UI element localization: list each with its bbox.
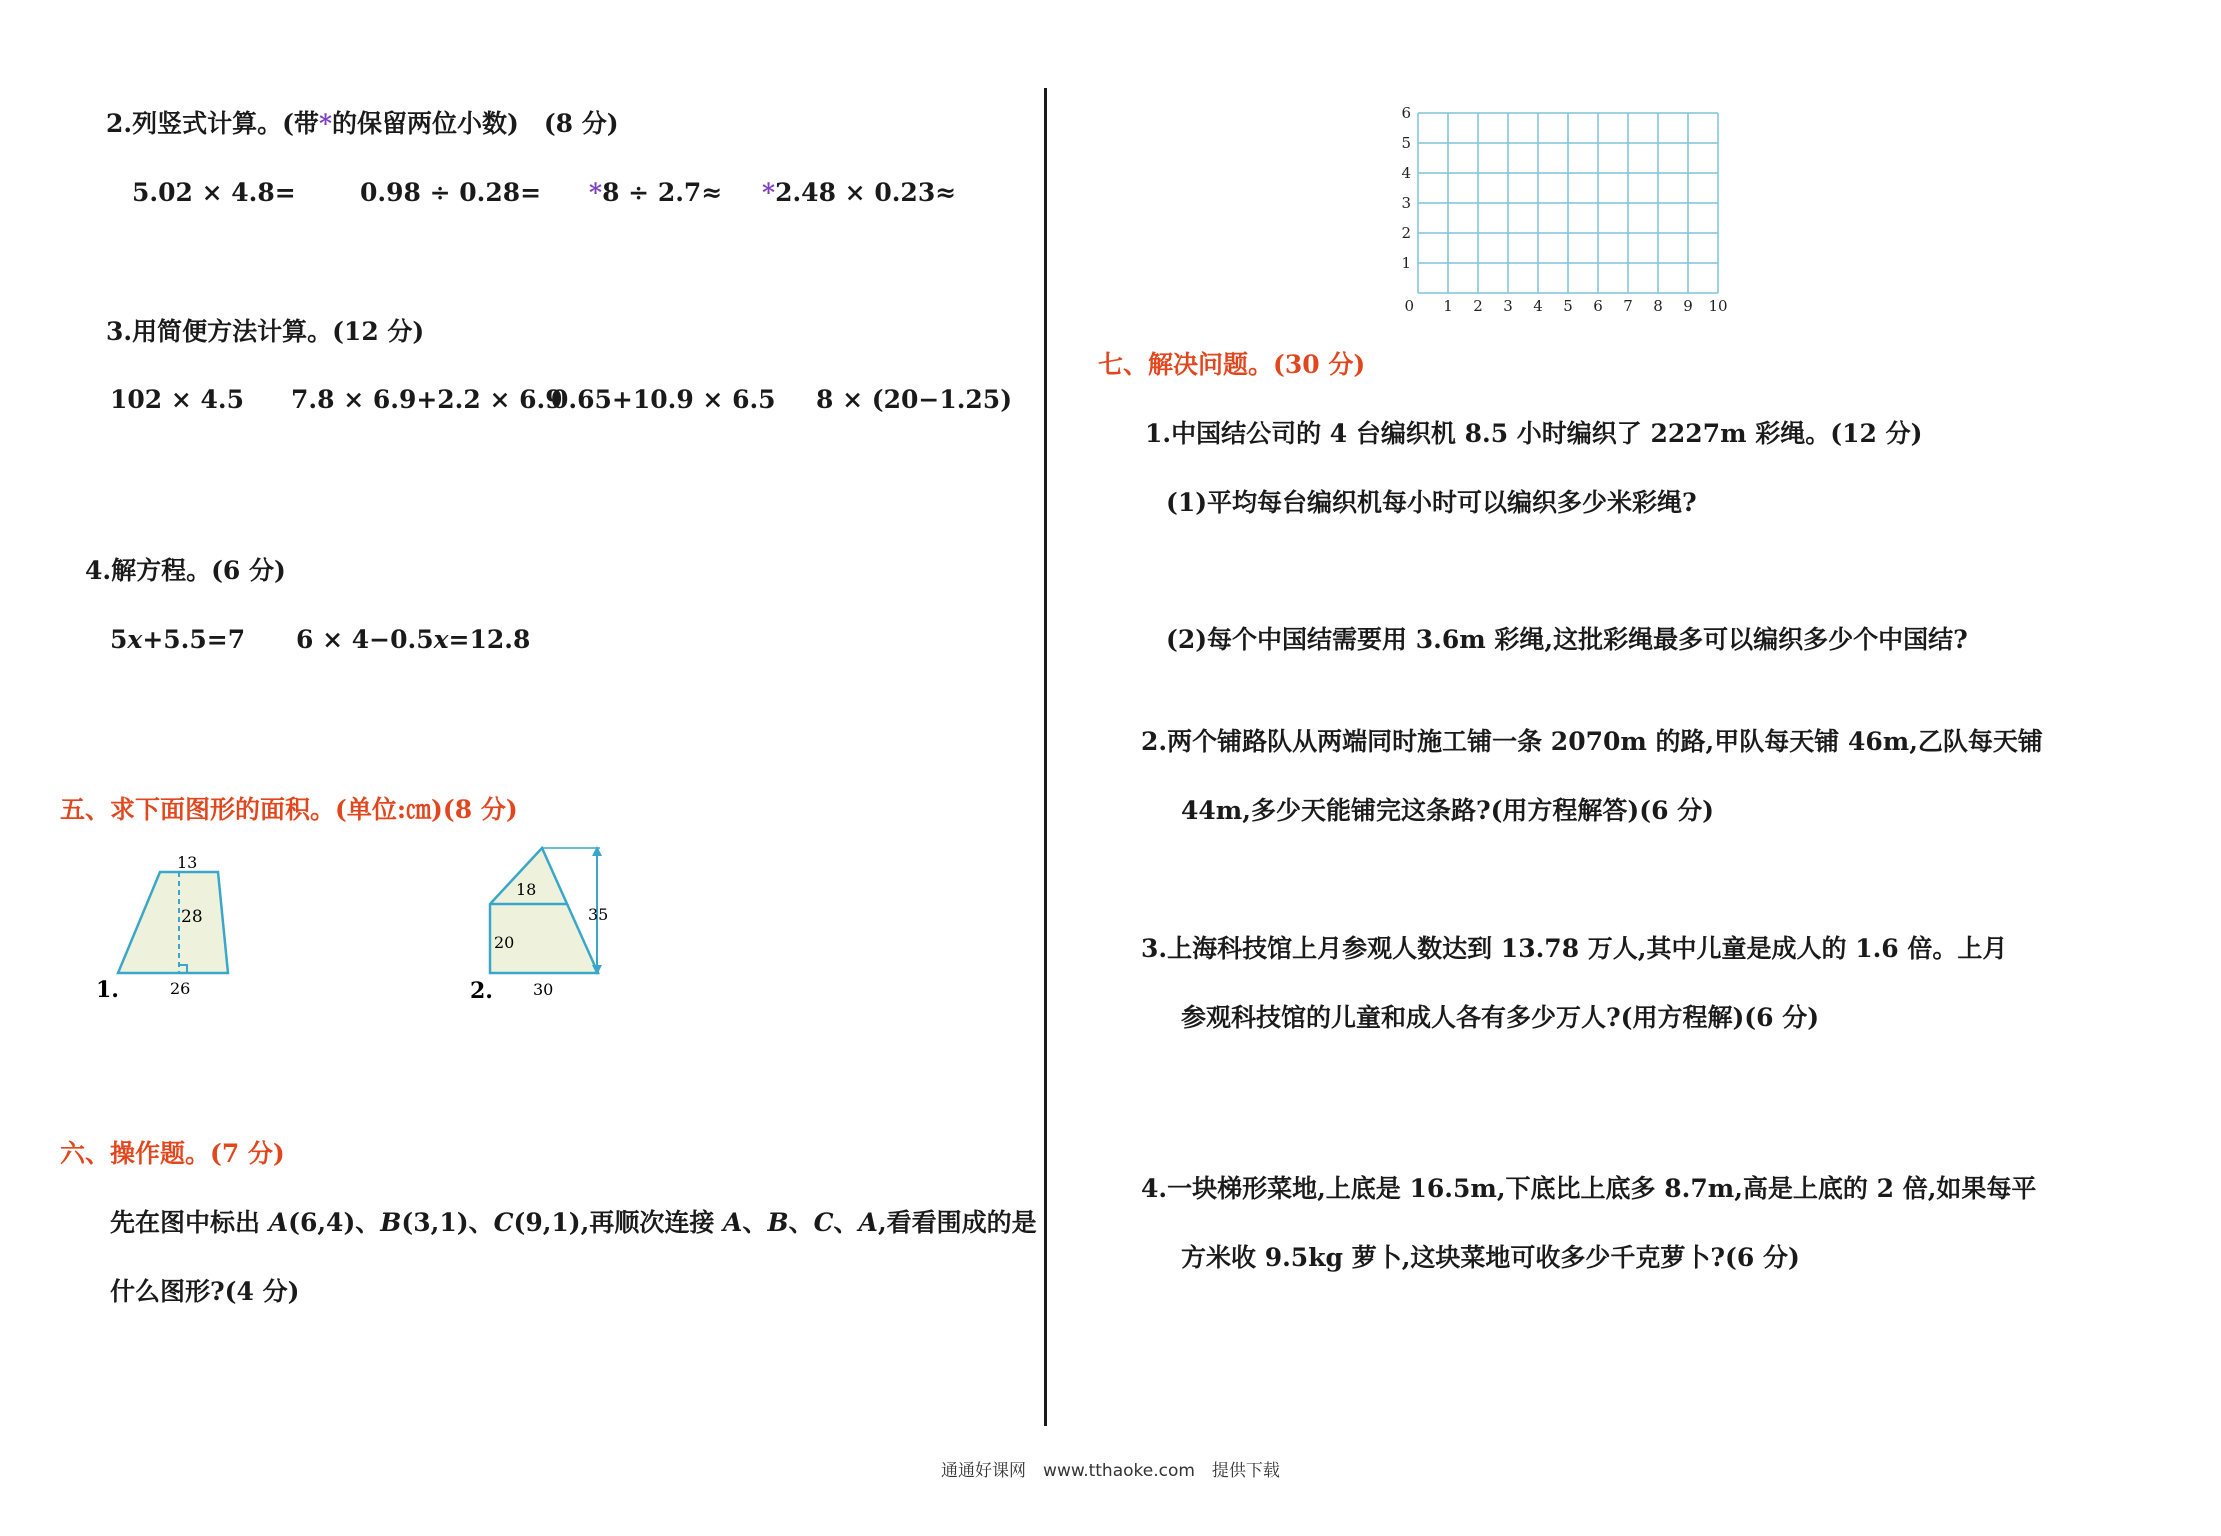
q4-title: 4.解方程。(6 分) [85,556,286,585]
problem-1: 1.中国结公司的 4 台编织机 8.5 小时编织了 2227m 彩绳。(12 分) [1145,419,1923,448]
problem-2-line-2: 44m,多少天能铺完这条路?(用方程解答)(6 分) [1181,796,1715,825]
problem-3-line-2: 参观科技馆的儿童和成人各有多少万人?(用方程解)(6 分) [1181,1003,1820,1032]
x-tick-label: 6 [1593,297,1603,315]
q3-item-1: 102 × 4.5 [110,385,245,414]
composite-shape [490,848,598,973]
q3-item-2: 7.8 × 6.9+2.2 × 6.9 [291,385,563,414]
q2-item-2: 0.98 ÷ 0.28= [360,178,542,207]
problem-3-line-1: 3.上海科技馆上月参观人数达到 13.78 万人,其中儿童是成人的 1.6 倍。上月 [1141,934,2008,963]
star-mark: * [589,178,603,207]
figure-number: 1. [96,977,119,1003]
q2-item-1: 5.02 × 4.8= [132,178,296,207]
trapezoid-shape [118,872,228,973]
label-height: 28 [181,907,203,927]
footer-text: 通通好课网 www.tthaoke.com 提供下载 [941,1461,1280,1481]
x-tick-label: 8 [1653,297,1663,315]
x-tick-label: 2 [1473,297,1483,315]
y-tick-label: 4 [1401,164,1411,182]
q4-equation-1: 5x+5.5=7 [110,625,246,654]
problem-4-line-2: 方米收 9.5kg 萝卜,这块菜地可收多少千克萝卜?(6 分) [1181,1243,1800,1272]
problem-4-line-1: 4.一块梯形菜地,上底是 16.5m,下底比上底多 8.7m,高是上底的 2 倍,如果每平 [1141,1174,2037,1203]
figure-1-trapezoid [80,850,280,1010]
x-tick-label: 10 [1708,297,1728,315]
x-tick-label: 3 [1503,297,1513,315]
section6-title: 六、操作题。(7 分) [60,1139,285,1168]
section5-title: 五、求下面图形的面积。(单位:㎝)(8 分) [60,795,518,824]
q2-item-4: *2.48 × 0.23≈ [762,178,957,207]
q4-equation-2: 6 × 4−0.5x=12.8 [296,625,531,654]
label-top: 13 [177,853,198,872]
x-tick-label: 1 [1443,297,1453,315]
q3-item-3: 0.65+10.9 × 6.5 [551,385,776,414]
problem-1-part-2: (2)每个中国结需要用 3.6m 彩绳,这批彩绳最多可以编织多少个中国结? [1166,625,1968,654]
section6-line-1: 先在图中标出 A(6,4)、B(3,1)、C(9,1),再顺次连接 A、B、C、A,看看围成的是 [110,1208,1037,1237]
x-tick-label: 5 [1563,297,1573,315]
x-tick-label: 0 [1404,297,1414,315]
figure-2-composite [460,838,640,1008]
coordinate-grid [1390,100,1750,320]
y-tick-label: 1 [1401,254,1411,272]
section7-title: 七、解决问题。(30 分) [1098,350,1366,379]
label-total-height: 35 [588,905,609,924]
label-triangle: 18 [516,880,537,899]
problem-2-line-1: 2.两个铺路队从两端同时施工铺一条 2070m 的路,甲队每天铺 46m,乙队每天铺 [1141,727,2043,756]
y-tick-label: 6 [1401,104,1411,122]
q3-item-4: 8 × (20−1.25) [816,385,1013,414]
q2-item-3: *8 ÷ 2.7≈ [589,178,723,207]
star-mark: * [318,109,333,138]
x-tick-label: 4 [1533,297,1543,315]
label-bottom: 26 [170,979,191,998]
q3-title: 3.用简便方法计算。(12 分) [106,317,425,346]
column-divider [1044,88,1047,1426]
x-tick-label: 9 [1683,297,1693,315]
star-mark: * [762,178,776,207]
y-tick-label: 5 [1401,134,1411,152]
label-bottom: 30 [533,980,554,999]
problem-1-part-1: (1)平均每台编织机每小时可以编织多少米彩绳? [1166,488,1697,517]
label-rect-height: 20 [494,933,515,952]
figure-number: 2. [470,978,493,1004]
y-tick-label: 2 [1401,224,1411,242]
q2-title: 2.列竖式计算。(带*的保留两位小数) (8 分) [106,109,619,138]
section6-line-2: 什么图形?(4 分) [110,1277,300,1306]
y-tick-label: 3 [1401,194,1411,212]
x-tick-label: 7 [1623,297,1633,315]
